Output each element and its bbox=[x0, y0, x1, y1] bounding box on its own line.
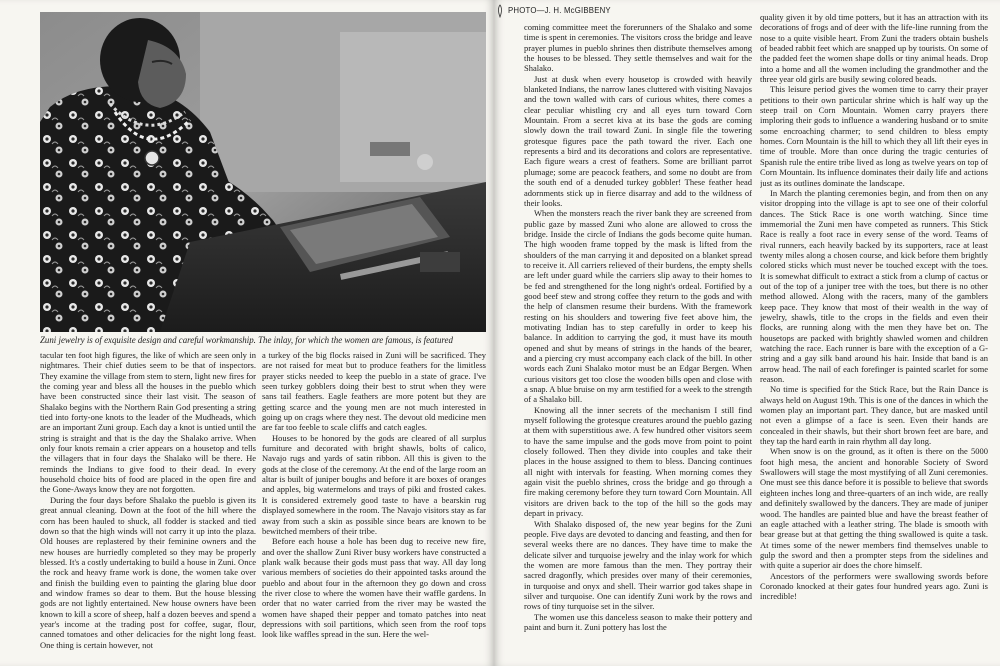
leaf-mark-icon bbox=[496, 4, 504, 18]
paragraph: quality given it by old time potters, but it has an attraction with its decorations of frogs and of deer with the life-line running from the nose to a quite visible heart. From Zuni the traders obtain bushels of beaded rabbit feet which are snapped up by tourists. On some of the padded feet the women shape dolls or tiny animal heads. Drop into a home and all the women including the grandmother and the three year old girls are busily sewing colored beads. bbox=[760, 12, 988, 85]
paragraph: When the monsters reach the river bank they are screened from public gaze by massed Zuni who alone are allowed to cross the bridge. Inside the circle of Indians the gods become quite human. The high wooden frame topped by the mask is lifted from the shoulders of the man carrying it and deposited on a blanket spread to receive it. All carriers relieved of their burdens, the empty shells are left under guard while the carriers slip away to their homes to be fed and strengthened for the long night's ordeal. Fortified by a good beef stew and strong coffee they return to the gods and with the help of clansmen resume their burdens. With the framework resting on his shoulders and towering five feet above him, the motivating Indian has to step carefully in order to keep his balance. In addition to carrying the god, it must have its mouth opened and shut by means of strings in the hands of the bearer, and a piercing cry must accompany each clack of the bill. In other words each Zuni Shalako motor must be an Edgar Bergen. When curious visitors get too close the wooden bills open and close with a snap. A blue bruise on my arm testified for a week to the strength of a Shalako bill. bbox=[524, 208, 752, 405]
photo-credit-header bbox=[496, 4, 676, 20]
paragraph: a turkey of the big flocks raised in Zuni will be sacrificed. They are not raised for meat but to produce feathers for the limitless prayer sticks needed to keep the pueblo in a state of grace. I've seen turkey gobblers doing their best to strut when they were sans tail feathers. Eagle feathers are more potent but they are getting scarce and the young men are not much interested in going up on crags where they nest. The devout old medicine men are far too feeble to scale cliffs and catch eagles. bbox=[262, 350, 486, 433]
paragraph: With Shalako disposed of, the new year begins for the Zuni people. Five days are devoted to dancing and feasting, and then for several weeks there are no dances. They have time to make the delicate silver and turquoise jewelry and the inlay work for which the women are more famous than the men. They portray their sacred dragonfly, which presides over many of their ceremonies, in turquoise and onyx and shell. Their warrior god takes shape in silver and turquoise. One can identify Zuni work by the rows and rows of tiny turquoise set in the silver. bbox=[524, 518, 752, 612]
paragraph: During the four days before Shalako the pueblo is given its great annual cleaning. Down at the foot of the hill where the corn has been hauled to shuck, all fodder is stacked and tied down so that the high winds will not carry it up into the plaza. Old houses are replastered by their feminine owners and the new houses are hurriedly completed so they may be properly blessed. It's a costly undertaking to build a house in Zuni. Once the rock and heavy frame work is done, the women take over and finish the building even to painting the glaring blue door and window frames so dear to them. But the house blessing gods are not lightly entertained. New house owners have been known to kill a score of sheep, half a dozen beeves and spend a year's income at the trading post for coffee, sugar, flour, canned tomatoes and other delicacies for the night long feast. One thing is certain however, not bbox=[40, 494, 256, 650]
paragraph: In March the planting ceremonies begin, and from then on any visitor dropping into the village is apt to see one of their colorful dances. The Stick Race is one worth watching. Since time immemorial the Zuni men have competed as runners. This Stick Race is really a foot race in every sense of the word. Teams of rival runners, each heavily backed by its supporters, race at least twenty miles along a chosen course, and kick before them brightly colored sticks which must never be touched except with the toes. It is somewhat difficult to extract a stick from a clump of cactus or out of the top of a juniper tree with the toes, but there is no other method allowed. Along with the racers, many of the gamblers keep pace. They know that most of their wealth in the way of jewelry, shawls, title to the crops in the fields and even their flocks, are running along with the men they have bet on. The housetops are packed with brightly shawled women and children watching the race. Each runner is bare with the exception of a G-string and a gay silk band around his hair. Inside that band is an arrow head. The nail of each forefinger is painted scarlet for some reason. bbox=[760, 187, 988, 385]
left-page-column-2 bbox=[262, 350, 486, 662]
paragraph: Houses to be honored by the gods are cleared of all surplus furniture and decorated with bright shawls, bolts of calico, Navajo rugs and yards of satin ribbon. All this is given to the gods at the close of the ceremony. At the end of the large room an altar is built of juniper boughs and before it are boxes of oranges and apples, big watermelons and trays of piki and frosted cakes. It is considered extremely good taste to have a bearskin rug displayed somewhere in the room. The Navajo visitors stay as far away from such a skin as possible since bears are known to be bewitched members of their tribe. bbox=[262, 432, 486, 536]
paragraph: Before each house a hole has been dug to receive new fire, and over the shallow Zuni River busy workers have constructed a plank walk because their gods must pass that way. All day long various members of societies do their appointed tasks around the pueblo and about four in the afternoon they go down and cross the river close to where the women have their waffle gardens. In order that no water carried from the river may be wasted the women have shaped their pepper and tomato patches into neat depressions with soil partitions, which seen from the roof tops look like waffles spread in the sun. Here the wel- bbox=[262, 536, 486, 640]
paragraph: The women use this danceless season to make their pottery and paint and burn it. Zuni pottery has lost the bbox=[524, 611, 752, 632]
paragraph: This leisure period gives the women time to carry their prayer petitions to their own particular shrine which is half way up the steep trail on Corn Mountain. Women carry prayers there imploring their gods to influence a wandering husband or to smite some encroaching charmer; to send children to bless empty homes. Corn Mountain is the hill to which they all lift their eyes in time of trouble. More than once during the tragic centuries of Spanish rule the entire tribe lived as long as twelve years on top of Corn Mountain. Its influence dominates their daily life and actions just as its outlines dominate the landscape. bbox=[760, 84, 988, 188]
photo-credit: PHOTO—J. H. McGIBBENY bbox=[508, 6, 611, 15]
paragraph: tacular ten foot high figures, the like of which are seen only in nightmares. Their chief duties seem to be that of inspectors. They examine the village from stem to stern, light new fires for the coming year and bless all the houses in the pueblo which have been constructed since their last visit. The season of Shalako begins with the Northern Rain God presenting a string tied into forty-one knots to the leader of the Mudheads, which are an important Zuni group. Each day a knot is untied until the string is straight and that is the day the Shalako arrive. When only four knots remain a crier appears on a housetop and tells the villagers that in four days the Shalako will be there. He reminds the Indians to give food to their dead. In every household choice bits of food are placed in the open fire and the Gone-Aways know they are not forgotten. bbox=[40, 350, 256, 495]
paragraph: When snow is on the ground, as it often is there on the 5000 foot high mesa, the ancient and honorable Society of Sword Swallowers will stage the most mystifying of all Zuni ceremonies. One must see this dance before it is possible to believe that swords eighteen inches long and three-quarters of an inch wide, are really and definitely swallowed by the dancers. They are made of juniper wood. The handles are painted blue and have the breast feather of an eagle attached with a leather string. The blade is smooth with bear grease but at that getting the thing swallowed is quite a task. At times some of the newer members find themselves unable to gulp the sword and then a prompter steps from the sidelines and with quite a superior air does the chore himself. bbox=[760, 446, 988, 571]
right-page-column-1 bbox=[524, 22, 752, 658]
paragraph: Ancestors of the performers were swallowing swords before Coronado knocked at their gates four hundred years ago. Zuni is incredible! bbox=[760, 570, 988, 602]
paragraph: Knowing all the inner secrets of the mechanism I still find myself following the grotesque creatures around the pueblo gazing at them with superstitious awe. A few hundred other visitors seem to have the same impulse and the gods move from point to point closely followed. Then they divide into couples and take their places in the house assigned to them to bless. Dancing continues all night with intervals for feasting. When morning comes they again visit the pueblo shrines, cross the bridge and go through a fire making ceremony before they turn toward Corn Mountain. All visitors are driven back to the top of the hill so the gods may depart in privacy. bbox=[524, 404, 752, 519]
right-page-column-2 bbox=[760, 12, 988, 657]
zuni-jeweler-photo bbox=[40, 12, 486, 332]
photo-caption: Zuni jewelry is of exquisite design and careful workmanship. The inlay, for which the women are famous, is featured bbox=[40, 335, 453, 345]
paragraph: No time is specified for the Stick Race, but the Rain Dance is always held on August 19th. This is one of the dances in which the women play an important part. They dance, but are masked until not even a glimpse of a face is seen. Even their hands are concealed in their shawls, but their short brown feet are bare, and they tap the hard earth in rain rhythm all day long. bbox=[760, 384, 988, 447]
left-page bbox=[0, 0, 494, 666]
left-page-column-1 bbox=[40, 350, 256, 662]
photo-illustration bbox=[40, 12, 486, 332]
paragraph: coming committee meet the forerunners of the Shalako and some time is spent in ceremonies. The visitors cross the bridge and leave prayer plumes in pueblo shrines then distribute themselves among the houses to be blessed. They settle themselves and wait for the Shalako. bbox=[524, 22, 752, 74]
paragraph: Just at dusk when every housetop is crowded with heavily blanketed Indians, the narrow lanes cluttered with visiting Navajos and the town walled with cars of curious whites, there comes a clear peculiar whistling cry and all eyes turn toward Corn Mountain. From a secret kiva at its base the gods are coming slowly down the trail toward Zuni. In single file the towering grotesque figures pace the path toward the river. Each one represents a bird and its decorations and colors are representative. Each figure wears a crest of feathers. Some are brilliant parrot plumage; some are peacock feathers, and some no doubt are from the south end of a denuded turkey gobbler! These feather head adornments stick up in fierce disarray and add to the wildness of their looks. bbox=[524, 73, 752, 208]
